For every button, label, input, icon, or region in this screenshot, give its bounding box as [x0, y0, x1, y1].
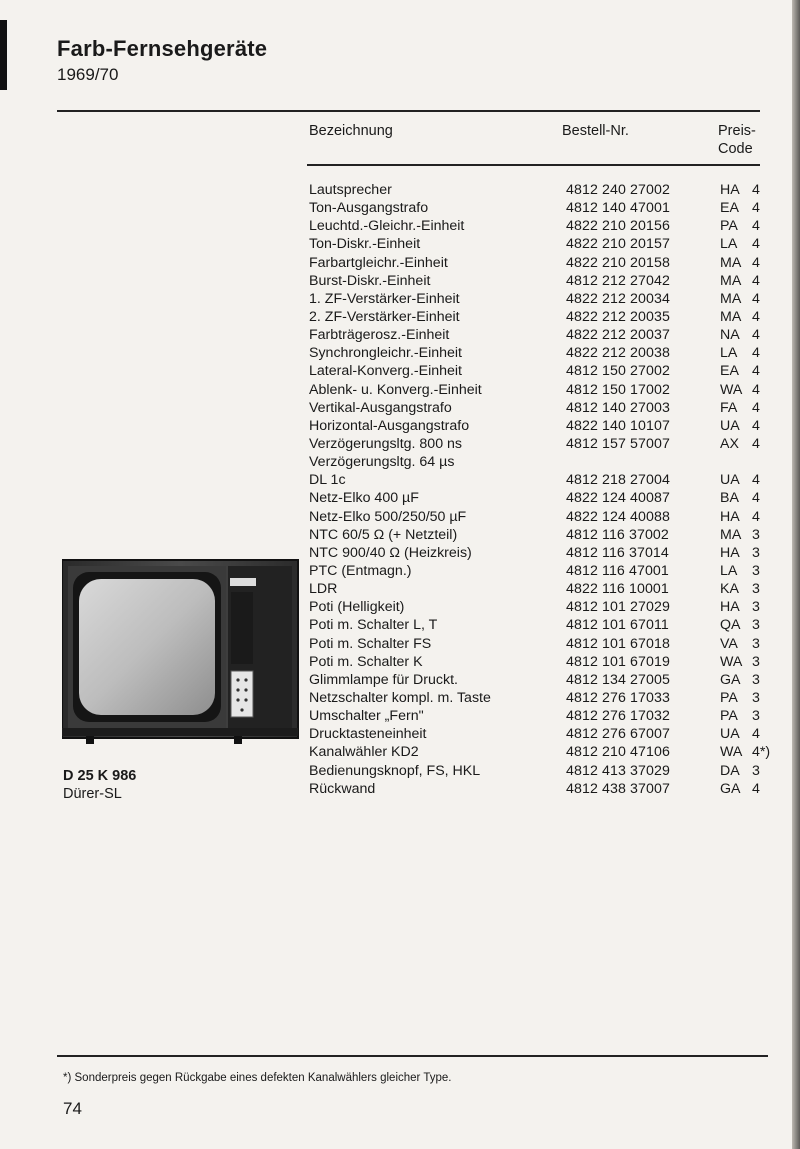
page-number: 74 — [63, 1099, 82, 1118]
part-price-digit: 4 — [752, 472, 760, 489]
part-price-digit: 3 — [752, 526, 760, 543]
part-price-digit: 3 — [752, 689, 760, 706]
part-price-digit: 3 — [752, 617, 760, 634]
table-row — [309, 435, 779, 453]
table-row — [309, 743, 779, 761]
part-price-code: GA — [720, 671, 741, 688]
table-row — [309, 217, 779, 235]
part-price-code: QA — [720, 617, 741, 634]
part-order-no: 4812 101 27029 — [566, 599, 670, 616]
part-price-digit: 4 — [752, 490, 760, 507]
table-row — [309, 508, 779, 526]
table-row — [309, 326, 779, 344]
page-binding-shadow — [792, 0, 800, 1149]
part-name: Horizontal-Ausgangstrafo — [309, 417, 470, 434]
part-price-code: UA — [720, 472, 740, 489]
part-price-code: PA — [720, 689, 738, 706]
page-edge-mark — [0, 20, 7, 90]
part-price-digit: 4 — [752, 508, 760, 525]
part-price-digit: 4*) — [752, 744, 771, 761]
part-name: Vertikal-Ausgangstrafo — [309, 399, 452, 416]
part-name: PTC (Entmagn.) — [309, 562, 412, 579]
page-title: Farb-Fernsehgeräte — [57, 36, 268, 61]
part-price-code: LA — [720, 562, 738, 579]
part-order-no: 4812 101 67018 — [566, 635, 670, 652]
part-price-digit: 4 — [752, 308, 760, 325]
table-row — [309, 308, 779, 326]
table-row — [309, 653, 779, 671]
part-name: 2. ZF-Verstärker-Einheit — [309, 308, 460, 325]
part-name: Lateral-Konverg.-Einheit — [309, 363, 462, 380]
part-price-digit: 4 — [752, 327, 760, 344]
part-name: Poti (Helligkeit) — [309, 599, 405, 616]
part-price-digit: 4 — [752, 381, 760, 398]
television-icon — [62, 556, 300, 748]
part-order-no: 4822 212 20035 — [566, 308, 670, 325]
part-price-digit: 4 — [752, 345, 760, 362]
part-order-no: 4812 413 37029 — [566, 762, 670, 779]
part-name: Ton-Diskr.-Einheit — [309, 236, 421, 253]
part-price-digit: 4 — [752, 363, 760, 380]
part-price-digit: 3 — [752, 562, 760, 579]
part-price-code: HA — [720, 599, 740, 616]
part-name: Verzögerungsltg. 800 ns — [309, 435, 463, 452]
part-price-digit: 4 — [752, 236, 760, 253]
part-price-code: EA — [720, 200, 739, 217]
part-order-no: 4812 134 27005 — [566, 671, 670, 688]
part-price-code: AX — [720, 435, 739, 452]
part-price-code: GA — [720, 780, 741, 797]
part-price-digit: 3 — [752, 671, 760, 688]
parts-table — [309, 181, 779, 798]
part-order-no: 4812 438 37007 — [566, 780, 670, 797]
part-name: 1. ZF-Verstärker-Einheit — [309, 290, 460, 307]
part-price-digit: 4 — [752, 200, 760, 217]
table-row — [309, 526, 779, 544]
part-order-no: 4812 150 27002 — [566, 363, 670, 380]
part-order-no: 4822 210 20158 — [566, 254, 670, 271]
part-price-code: MA — [720, 308, 742, 325]
table-row — [309, 489, 779, 507]
part-price-code: LA — [720, 236, 738, 253]
part-price-code: NA — [720, 327, 740, 344]
part-order-no: 4822 210 20156 — [566, 218, 670, 235]
table-row — [309, 725, 779, 743]
part-price-digit: 4 — [752, 435, 760, 452]
part-price-digit: 3 — [752, 581, 760, 598]
table-row — [309, 254, 779, 272]
part-name: Lautsprecher — [309, 182, 392, 198]
part-name: Bedienungsknopf, FS, HKL — [309, 762, 481, 779]
part-price-digit: 3 — [752, 653, 760, 670]
table-row — [309, 635, 779, 653]
part-price-digit: 4 — [752, 417, 760, 434]
part-price-code: MA — [720, 290, 742, 307]
part-order-no: 4812 101 67019 — [566, 653, 670, 670]
part-price-digit: 4 — [752, 290, 760, 307]
part-name: Glimmlampe für Druckt. — [309, 671, 458, 688]
price-code-line2: Code — [718, 141, 753, 157]
table-row — [309, 762, 779, 780]
part-order-no: 4822 116 10001 — [566, 581, 669, 598]
table-row — [309, 471, 779, 489]
part-price-code: WA — [720, 744, 743, 761]
table-row — [309, 381, 779, 399]
part-order-no: 4812 140 27003 — [566, 399, 670, 416]
part-price-digit: 4 — [752, 272, 760, 289]
part-order-no: 4812 101 67011 — [566, 617, 669, 634]
part-price-code: DA — [720, 762, 740, 779]
part-name: NTC 900/40 Ω (Heizkreis) — [309, 544, 472, 561]
part-order-no: 4812 116 37014 — [566, 544, 669, 561]
table-row — [309, 417, 779, 435]
part-price-code: WA — [720, 653, 743, 670]
part-price-code: MA — [720, 526, 742, 543]
column-header-order-no: Bestell-Nr. — [562, 123, 629, 139]
part-order-no: 4822 212 20037 — [566, 327, 670, 344]
part-name: Poti m. Schalter K — [309, 653, 423, 670]
price-code-line1: Preis- — [718, 123, 756, 139]
part-price-digit: 3 — [752, 708, 760, 725]
part-price-code: KA — [720, 581, 739, 598]
part-order-no: 4812 116 47001 — [566, 562, 669, 579]
part-order-no: 4812 140 47001 — [566, 200, 670, 217]
part-price-code: HA — [720, 508, 740, 525]
part-name: Leuchtd.-Gleichr.-Einheit — [309, 218, 465, 235]
part-order-no: 4822 212 20038 — [566, 345, 670, 362]
part-name: Verzögerungsltg. 64 µs — [309, 454, 455, 471]
part-name: Netz-Elko 500/250/50 µF — [309, 508, 467, 525]
part-price-digit: 3 — [752, 544, 760, 561]
part-order-no: 4812 116 37002 — [566, 526, 669, 543]
part-name: Synchrongleichr.-Einheit — [309, 345, 462, 362]
table-header-rule — [307, 164, 760, 166]
part-name: Ton-Ausgangstrafo — [309, 200, 429, 217]
part-price-code: MA — [720, 272, 742, 289]
part-order-no: 4812 212 27042 — [566, 272, 670, 289]
header-rule — [57, 110, 760, 112]
part-price-digit: 3 — [752, 635, 760, 652]
table-row — [309, 272, 779, 290]
part-price-code: MA — [720, 254, 742, 271]
table-row — [309, 453, 779, 471]
part-order-no: 4822 124 40088 — [566, 508, 670, 525]
part-price-code: HA — [720, 182, 740, 198]
part-price-code: UA — [720, 726, 740, 743]
part-order-no: 4812 210 47106 — [566, 744, 670, 761]
table-row — [309, 616, 779, 634]
table-row — [309, 562, 779, 580]
part-price-digit: 4 — [752, 399, 760, 416]
part-name: Umschalter „Fern" — [309, 708, 424, 725]
model-name: Dürer-SL — [63, 786, 122, 802]
page-subtitle-year: 1969/70 — [57, 65, 119, 84]
part-order-no: 4812 218 27004 — [566, 472, 670, 489]
part-price-code: BA — [720, 490, 739, 507]
footnote: *) Sonderpreis gegen Rückgabe eines defekten Kanalwählers gleicher Type. — [63, 1072, 452, 1084]
table-row — [309, 235, 779, 253]
table-row — [309, 707, 779, 725]
part-price-code: FA — [720, 399, 738, 416]
column-header-price-code — [718, 122, 756, 158]
part-price-digit: 4 — [752, 254, 760, 271]
part-price-code: PA — [720, 708, 738, 725]
part-name: Poti m. Schalter FS — [309, 635, 432, 652]
table-row — [309, 598, 779, 616]
part-price-code: HA — [720, 544, 740, 561]
part-order-no: 4822 210 20157 — [566, 236, 670, 253]
part-order-no: 4822 124 40087 — [566, 490, 670, 507]
part-name: Rückwand — [309, 780, 376, 797]
table-row — [309, 399, 779, 417]
part-price-code: WA — [720, 381, 743, 398]
column-header-name: Bezeichnung — [309, 123, 393, 139]
part-name: DL 1c — [309, 472, 346, 489]
table-row — [309, 181, 779, 199]
part-name: Ablenk- u. Konverg.-Einheit — [309, 381, 482, 398]
model-code: D 25 K 986 — [63, 768, 137, 784]
part-price-code: UA — [720, 417, 740, 434]
part-name: Netz-Elko 400 µF — [309, 490, 419, 507]
part-name: Netzschalter kompl. m. Taste — [309, 689, 491, 706]
part-price-digit: 4 — [752, 182, 760, 198]
table-row — [309, 544, 779, 562]
table-row — [309, 780, 779, 798]
table-row — [309, 689, 779, 707]
part-order-no: 4812 276 17032 — [566, 708, 670, 725]
tv-illustration — [62, 556, 300, 753]
part-order-no: 4812 150 17002 — [566, 381, 670, 398]
table-row — [309, 362, 779, 380]
part-price-digit: 3 — [752, 599, 760, 616]
part-order-no: 4812 240 27002 — [566, 182, 670, 198]
table-row — [309, 344, 779, 362]
table-row — [309, 199, 779, 217]
part-order-no: 4822 212 20034 — [566, 290, 670, 307]
part-name: Kanalwähler KD2 — [309, 744, 419, 761]
part-price-digit: 4 — [752, 780, 760, 797]
part-price-digit: 4 — [752, 218, 760, 235]
part-order-no: 4812 157 57007 — [566, 435, 670, 452]
part-name: LDR — [309, 581, 338, 598]
part-name: Farbträgerosz.-Einheit — [309, 327, 450, 344]
table-row — [309, 580, 779, 598]
part-order-no: 4812 276 17033 — [566, 689, 670, 706]
part-price-digit: 3 — [752, 762, 760, 779]
part-name: Drucktasteneinheit — [309, 726, 427, 743]
part-price-code: EA — [720, 363, 739, 380]
footnote-rule — [57, 1055, 768, 1057]
part-name: Poti m. Schalter L, T — [309, 617, 438, 634]
part-order-no: 4812 276 67007 — [566, 726, 670, 743]
part-price-digit: 4 — [752, 726, 760, 743]
part-price-code: LA — [720, 345, 738, 362]
table-row — [309, 290, 779, 308]
part-name: NTC 60/5 Ω (+ Netzteil) — [309, 526, 458, 543]
table-row — [309, 671, 779, 689]
part-order-no: 4822 140 10107 — [566, 417, 670, 434]
part-name: Farbartgleichr.-Einheit — [309, 254, 448, 271]
part-price-code: PA — [720, 218, 738, 235]
part-price-code: VA — [720, 635, 738, 652]
part-name: Burst-Diskr.-Einheit — [309, 272, 431, 289]
